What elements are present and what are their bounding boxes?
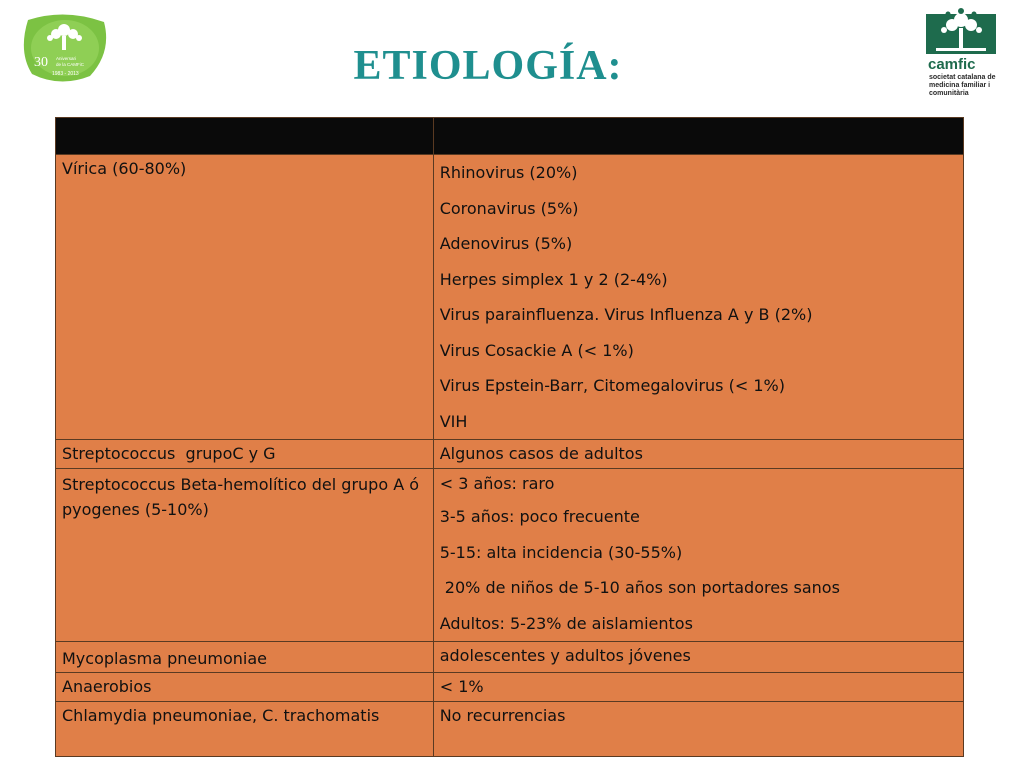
detail-line: Coronavirus (5%) — [439, 198, 579, 218]
details-cell — [433, 702, 963, 757]
table-header-row — [56, 118, 964, 155]
anniversary-line-2: de la CAMFiC — [56, 62, 85, 67]
table-row — [56, 155, 964, 440]
detail-line: < 3 años: raro — [439, 474, 555, 493]
table-row — [56, 642, 964, 673]
details-cell — [433, 155, 963, 440]
header-cell-agent — [56, 118, 434, 155]
agent-cell — [56, 155, 434, 440]
detail-line: Algunos casos de adultos — [439, 444, 643, 463]
table-row — [56, 440, 964, 469]
details-cell — [433, 642, 963, 673]
agent-cell — [56, 642, 434, 673]
details-cell — [433, 469, 963, 642]
agent-label: Anaerobios — [62, 677, 152, 696]
detail-line: Virus Epstein-Barr, Citomegalovirus (< 1%) — [439, 376, 785, 395]
detail-line: < 1% — [439, 677, 484, 696]
agent-cell — [56, 469, 434, 642]
detail-line: 20% de niños de 5-10 años son portadores sanos — [439, 578, 840, 597]
detail-line: VIH — [439, 411, 468, 431]
etiology-table — [55, 117, 964, 757]
agent-label: Chlamydia pneumoniae, C. trachomatis — [62, 706, 380, 725]
detail-line: 5-15: alta incidencia (30-55%) — [439, 542, 683, 562]
agent-label: Vírica (60-80%) — [62, 159, 187, 178]
detail-line: No recurrencias — [439, 706, 566, 725]
detail-line: Virus parainfluenza. Virus Influenza A y B (2%) — [439, 305, 813, 324]
agent-cell — [56, 702, 434, 757]
detail-line: Virus Cosackie A (< 1%) — [439, 340, 634, 360]
detail-line: Adultos: 5-23% de aislamientos — [439, 613, 693, 633]
camfic-brand: camfic — [928, 56, 976, 73]
table-row — [56, 673, 964, 702]
agent-cell — [56, 673, 434, 702]
detail-line: Herpes simplex 1 y 2 (2-4%) — [439, 269, 668, 289]
camfic-subtitle: societat catalana de medicina familiar i comunitària — [929, 74, 996, 97]
agent-cell — [56, 440, 434, 469]
detail-line: adolescentes y adultos jóvenes — [439, 646, 691, 665]
agent-label: Streptococcus Beta-hemolítico del grupo A ó pyogenes (5-10%) — [62, 475, 420, 519]
details-cell — [433, 673, 963, 702]
anniversary-number: 30 — [34, 55, 48, 70]
anniversary-years: 1983 - 2013 — [52, 71, 79, 77]
anniversary-line-1: Aniversari — [56, 56, 77, 61]
table-row — [56, 702, 964, 757]
detail-line: 3-5 años: poco frecuente — [439, 507, 640, 526]
page-title: ETIOLOGÍA: — [353, 43, 623, 89]
detail-line: Rhinovirus (20%) — [439, 163, 578, 182]
agent-label: Streptococcus grupoC y G — [62, 444, 276, 463]
detail-line: Adenovirus (5%) — [439, 234, 573, 253]
details-cell — [433, 440, 963, 469]
header-cell-details — [433, 118, 963, 155]
agent-label: Mycoplasma pneumoniae — [62, 649, 267, 668]
table-row — [56, 469, 964, 642]
